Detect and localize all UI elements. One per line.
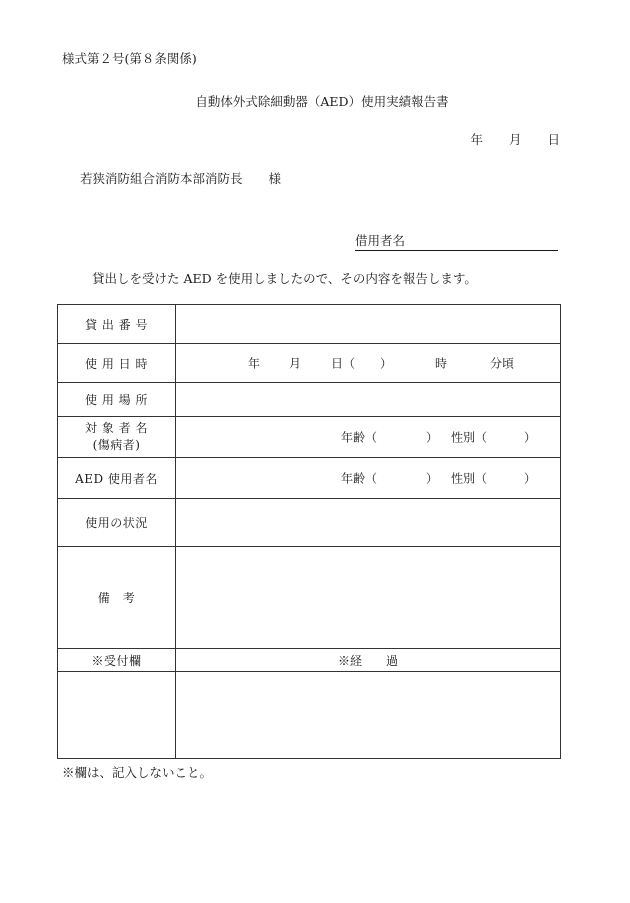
aed-user-sex-close: ） <box>524 471 537 486</box>
row-subject <box>58 417 561 458</box>
aed-user-age-close: ） <box>426 471 439 486</box>
footnote: ※欄は、記入しないこと。 <box>62 765 213 780</box>
loan-number-field[interactable] <box>176 305 561 344</box>
usage-datetime-field[interactable] <box>176 344 561 383</box>
usage-status-field[interactable] <box>176 499 561 547</box>
dt-hour: 時 <box>435 356 448 371</box>
subject-label <box>58 417 176 458</box>
dt-day: 日（ <box>331 356 356 371</box>
subject-age-close: ） <box>426 430 439 445</box>
dt-paren-close: ） <box>380 356 393 371</box>
addressee-honorific: 様 <box>268 171 282 186</box>
form-number: 様式第２号(第８条関係) <box>62 51 197 66</box>
document-title: 自動体外式除細動器（AED）使用実績報告書 <box>195 94 449 109</box>
date-year: 年 <box>470 132 483 147</box>
aed-user-sex-label: 性別（ <box>451 471 488 486</box>
addressee <box>80 169 281 187</box>
row-remarks <box>58 547 561 649</box>
dt-minute: 分頃 <box>490 356 515 371</box>
usage-datetime-label: 使 用 日 時 <box>58 344 176 383</box>
aed-user-label: AED 使用者名 <box>58 458 176 499</box>
row-loan-number <box>58 305 561 344</box>
row-office-body <box>58 672 561 759</box>
reception-label: ※受付欄 <box>58 649 176 672</box>
borrower-name-field[interactable] <box>355 231 558 251</box>
row-office-header <box>58 649 561 672</box>
aed-user-field[interactable] <box>176 458 561 499</box>
usage-place-label: 使 用 場 所 <box>58 383 176 417</box>
loan-number-label: 貸 出 番 号 <box>58 305 176 344</box>
remarks-field[interactable] <box>176 547 561 649</box>
subject-label-line2: (傷病者) <box>92 438 141 452</box>
dt-month: 月 <box>289 356 302 371</box>
subject-age-label: 年齢（ <box>341 430 378 445</box>
report-table <box>57 304 561 759</box>
row-aed-user <box>58 458 561 499</box>
date-month: 月 <box>508 132 522 147</box>
addressee-name: 若狭消防組合消防本部消防長 <box>80 171 243 186</box>
row-usage-datetime <box>58 344 561 383</box>
usage-place-field[interactable] <box>176 383 561 417</box>
subject-sex-label: 性別（ <box>451 430 488 445</box>
subject-label-line1: 対 象 者 名 <box>85 421 148 435</box>
dt-year: 年 <box>248 356 261 371</box>
reception-field <box>58 672 176 759</box>
row-usage-status <box>58 499 561 547</box>
aed-user-age-label: 年齢（ <box>341 471 378 486</box>
date-line <box>470 130 560 148</box>
intro-text: 貸出しを受けた AED を使用しましたので、その内容を報告します。 <box>92 271 477 286</box>
progress-field <box>176 672 561 759</box>
date-day: 日 <box>547 132 560 147</box>
subject-sex-close: ） <box>524 430 537 445</box>
row-usage-place <box>58 383 561 417</box>
remarks-label: 備 考 <box>58 547 176 649</box>
borrower-name-label: 借用者名 <box>355 233 406 248</box>
subject-field[interactable] <box>176 417 561 458</box>
progress-label: ※経 過 <box>176 649 561 672</box>
usage-status-label: 使用の状況 <box>58 499 176 547</box>
